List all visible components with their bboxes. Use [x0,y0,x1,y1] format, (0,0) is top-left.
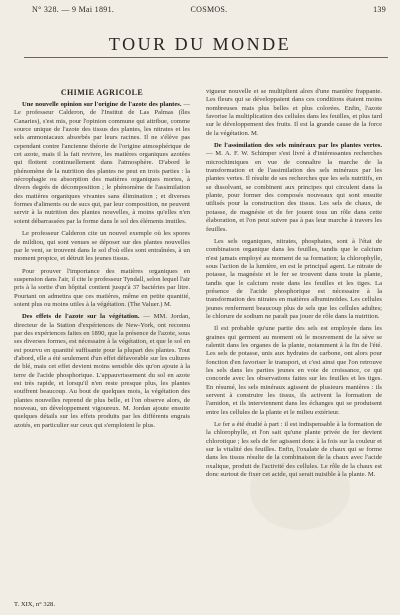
article-paragraph [14,101,190,226]
article-paragraph [14,313,190,430]
left-column [14,88,190,434]
right-column [206,88,382,483]
title-divider [24,57,388,58]
article-paragraph [206,421,382,479]
article-paragraph [206,88,382,138]
rubric-heading: CHIMIE AGRICOLE [60,88,144,97]
article-text: — Le professeur Calderon, de l'Institut de Las Palmas (îles Canaries), s'est mis, pour l'opinion commune qui attribue, comme source unique de l'azote des tissus des plantes, les nitrates et les sels ammoniacaux absorbés par leurs racines. Il ne s'élève pas cependant contre l'ancienne théorie de l'origine atmosphérique de cet azote, mais il la fait revivre, les matières organiques azotées qui flottent continuellement dans l'atmosphère. D'abord le phénomène de la nutrition des plantes ne peut en trois parties : la nécrophagie ou absorption des matières organiques mortes, à divers degrés de décomposition ; le phénomène de l'assimilation des matières organiques vivantes sans élimination ; et diverses formes d'aliments ou de sucs qui, par leur composition, ne peuvent servir à la nutrition des plantes nouvelles, à moins qu'elles n'en soient débarrassées par la forme dans le sol des éléments inutiles. [14,101,190,225]
article-paragraph [14,230,190,263]
article-heading: De l'assimilation des sels minéraux par les plantes vertes. [214,142,382,150]
running-header [32,3,386,17]
section-title: TOUR DU MONDE [108,34,292,54]
journal-name: COSMOS. [190,5,228,14]
article-paragraph [206,238,382,321]
article-text: — MM. Jordan, directeur de la Station d'expériences de New-York, ont reconnu par des expériences faites en 1890, que la présence de l'azote, sous ses diverses formes, est nécessaire à la végétation, et que le sol en est pourvu en quantité suffisante pour la plupart des plantes. Tout d'abord, elle a été seulement d'un effet défavorable sur les cultures de blé, mais cet effet devient moins sensible dès qu'on ajoute à la terre de l'acide phosphorique. L'appauvrissement du sol en azote est très rapide, et lorsqu'il n'en reste presque plus, les plantes souffrent beaucoup. Au bout de quelques mois, la végétation des plantes nouvelles reprend de plus belle, et l'on observe alors, de nouveau, un développement vigoureux. M. Jordan ajoute ensuite quelques détails sur les effets produits par les différents engrais azotés, en particulier sur ceux qui s'emploient le plus. [14,313,190,429]
article-paragraph [14,268,190,310]
article-text: Pour prouver l'importance des matières organiques en suspension dans l'air, il cite le professeur Tyndall, selon lequel l'air pris à la sortie d'un hôpital contient jusqu'à 37 bactéries par litre. Pourtant on admettra que ces matières, même en petite quantité, soient plus ou moins utiles à la végétation. (The Valuer.) M. [14,267,190,308]
volume-footer: T. XIX, n° 328. [14,601,55,608]
article-text: Il est probable qu'une partie des sels est employée dans les graines qui germent au moment où le mouvement de la sève se ralentit dans les organes de la plante, notamment à la fin de l'été. Les sels de potasse, unis aux hydrates de carbone, ont alors pour fonction d'en favoriser le transport, et c'est ainsi que l'on retrouve les sels dans les parties jeunes en voie de croissance, ce qui concorde avec les observations faites sur les feuilles et les tiges. En résumé, les sels minéraux agissent de plusieurs manières : ils servent à construire les tissus, ils activent la formation de l'amidon, et ils interviennent dans les échanges qui se produisent entre les cellules de la plante et le milieu extérieur. [206,325,382,416]
article-paragraph [206,142,382,234]
page-number: 139 [373,5,386,14]
article-heading: Une nouvelle opinion sur l'origine de l'azote des plantes. [22,101,182,108]
article-paragraph [206,325,382,417]
article-text: vigueur nouvelle et se multiplient alors d'une manière frappante. Les fleurs qui se développaient dans ces conditions étaient moins nombreuses mais plus belles et plus colorées. Enfin, l'azote favorise la multiplication des cellules dans les feuilles, et plus tard sur le développement des fruits. Il est la grande cause de la force de la végétation. M. [206,88,382,137]
article-heading: Des effets de l'azote sur la végétation. [22,313,140,321]
article-text: Le professeur Calderon cite un nouvel exemple où les spores de mildiou, qui sont venues se déposer sur des plantes nouvelles par le vent, se trouvent dans le sol d'où elles sont entraînées, à un moment propice, et détruit les jeunes tissus. [14,230,190,263]
article-text: — M. A. F. W. Schimper s'est livré à d'intéressantes recherches microchimiques en vue de connaître la marche de la transformation et de l'assimilation des sels minéraux par les plantes vertes. Il résulte de ses recherches que les sels nutritifs, en se dissolvant, se combinent aux principes qui circulent dans la plante, pour former des composés nouveaux qui sont ensuite utilisés pour la construction des tissus. Les sels de chaux, de potasse, de magnésie et de fer jouent tous un rôle dans cette élaboration, et l'on peut suivre pas à pas leur marche à travers les feuilles. [206,150,382,233]
article-text: Les sels organiques, nitrates, phosphates, sont à l'état de combinaison organique dans les feuilles, tandis que le calcium n'est jamais employé au moment de sa formation; la chlorophylle, sous l'action de la lumière, en est le principal agent. Le nitrate de potasse, la magnésie et le fer se trouvent dans toute la plante, tandis que le calcium reste dans les feuilles et les tiges. La présence de l'acide phosphorique est nécessaire à la transformation des nitrates en matières albuminoïdes. Les cellules jeunes renferment beaucoup plus de sels que les cellules adultes; le chlorure de sodium ne paraît pas jouer de rôle dans la nutrition. [206,237,382,320]
issue-label: N° 328. — 9 Mai 1891. [32,5,115,14]
article-text: Le fer a été étudié à part : il est indispensable à la formation de la chlorophylle, et l'on sait qu'une plante privée de fer devient chlorotique ; les sels de fer agissent donc à la fois sur la couleur et sur la vitalité des feuilles. Enfin, l'oxalate de chaux qui se forme dans les tissus résulte de la combinaison de la chaux avec l'acide oxalique, produit de l'activité des cellules. Le rôle de la chaux est donc surtout de fixer cet acide, qui serait nuisible à la plante. M. [206,421,382,479]
